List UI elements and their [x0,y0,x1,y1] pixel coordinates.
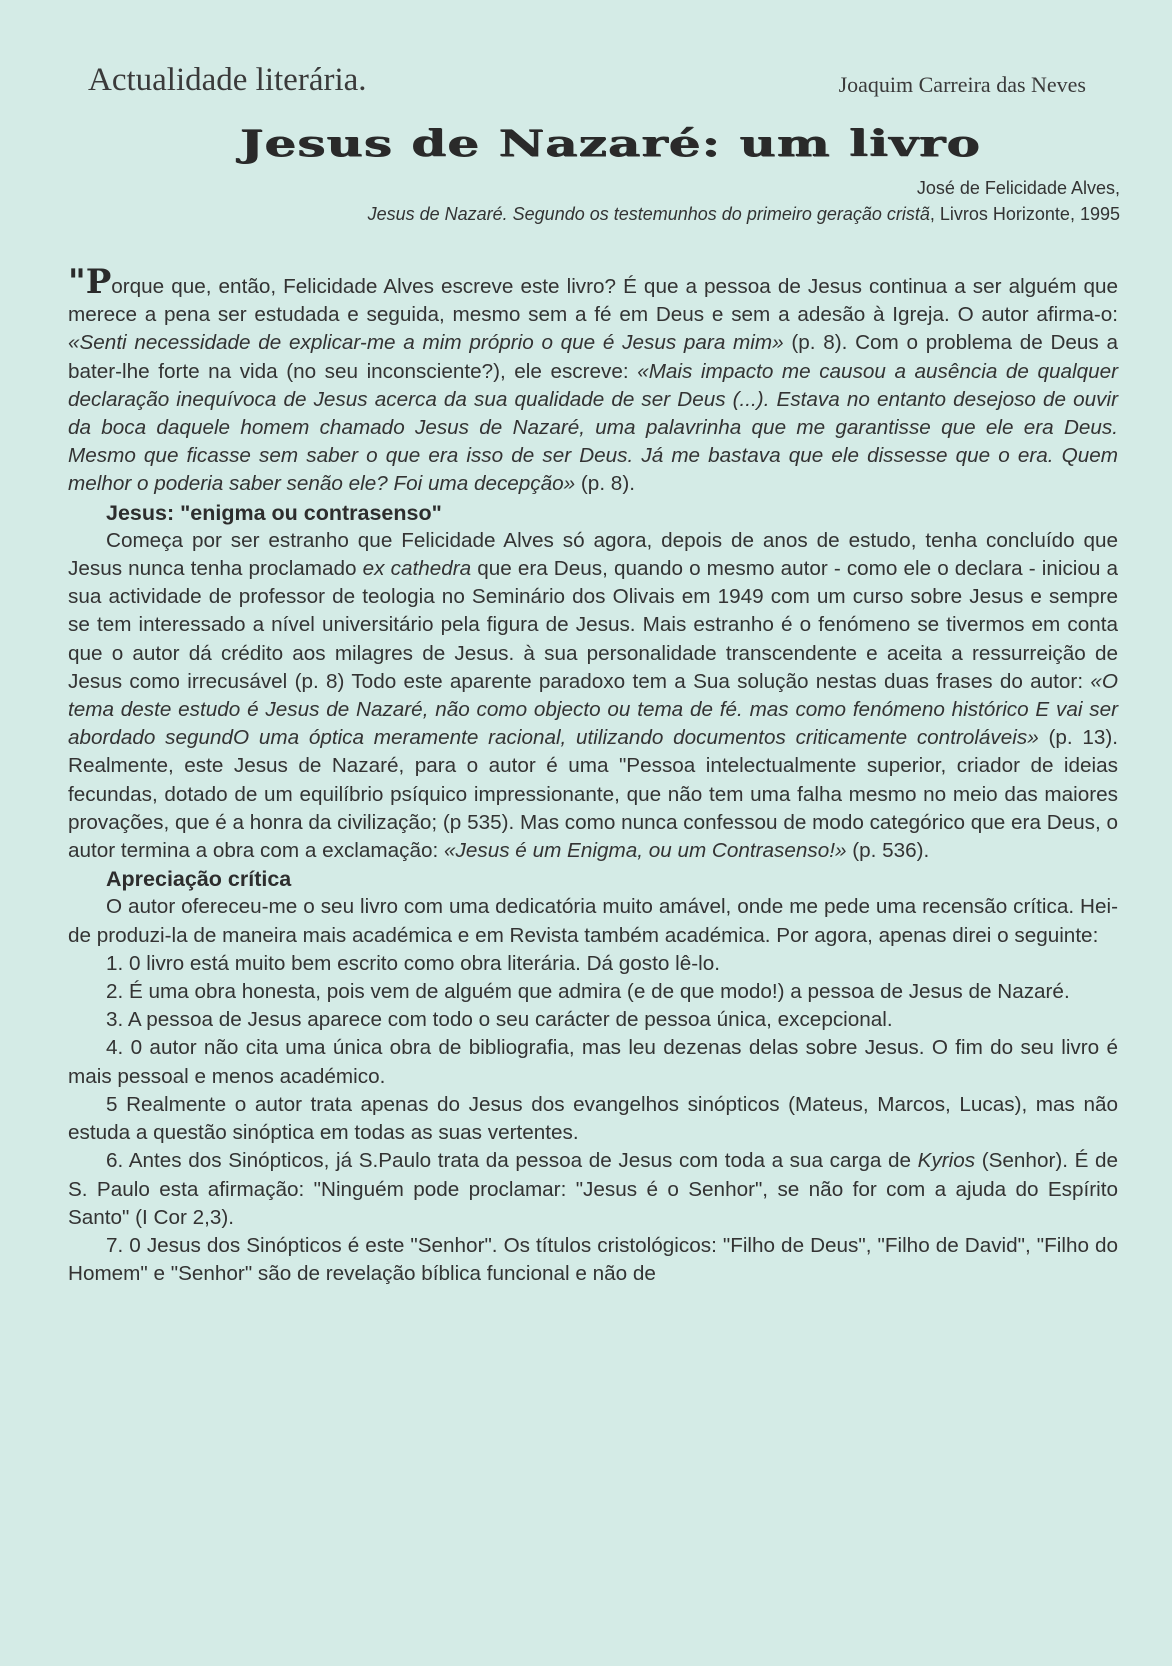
list-item: 1. 0 livro está muito bem escrito como obra literária. Dá gosto lê-lo. [106,951,720,975]
section1-paragraph [68,527,1118,865]
intro-quote: «Senti necessidade de explicar-me a mim próprio o que é Jesus para mim» [68,331,784,355]
paragraph-text: Começa por ser estranho que Felicidade Alves só agora, depois de anos de estudo, tenha concluído que Jesus nunca tenha proclamado [68,528,1118,581]
intro-paragraph [68,262,1118,499]
intro-text: (p. 8). [575,472,635,496]
quote: «O tema deste estudo é Jesus de Nazaré, não como objecto ou tema de fé. mas como fenómeno histórico E vai ser abordado segundO uma óptica meramente racional, utilizando documentos criticamente controláveis» [68,669,1118,750]
paragraph-text: (Senhor). É de S. Paulo esta afirmação: "Ninguém pode proclamar: "Jesus é o Senhor", se não for com a ajuda do Espírito Santo" (I Cor 2,3). [68,1149,1118,1229]
section-label: Actualidade literária. [88,62,367,98]
list-item: 5 Realmente o autor trata apenas do Jesus dos evangelhos sinópticos (Mateus, Marcos, Lucas), mas não estuda a questão sinóptica em todas as suas vertentes. [68,1092,1118,1145]
intro-text: orque que, então, Felicidade Alves escreve este livro? É que a pessoa de Jesus continua a ser alguém que merece a pena ser estudada e seguida, mesmo sem a fé em Deus e sem a adesão à Igreja. O autor afirma-o: [68,275,1118,327]
list-item: 2. É uma obra honesta, pois vem de alguém que admira (e de que modo!) a pessoa de Jesus de Nazaré. [106,980,1070,1004]
article-body [68,262,1118,1288]
paragraph-text: que era Deus, quando o mesmo autor - como ele o declara - iniciou a sua actividade de professor de teologia no Seminário dos Olivais em 1949 com um curso sobre Jesus e sempre se tem interessado a nível universitário pela figura de Jesus. Mais estranho é o fenómeno se tivermos em conta que o autor dá crédito aos milagres de Jesus. à sua personalidade transcendente e aceita a ressurreição de Jesus como irrecusável (p. 8) Todo este aparente paradoxo tem a Sua solução nestas duas frases do autor: [68,557,1118,693]
book-reference [120,204,1120,225]
list-item: 4. 0 autor não cita uma única obra de bibliografia, mas leu dezenas delas sobre Jesus. O fim do seu livro é mais pessoal e menos académico. [68,1036,1118,1088]
latin-phrase: ex cathedra [362,557,472,581]
page-header [88,62,1086,106]
paragraph-text: (p. 13). Realmente, este Jesus de Nazaré, para o autor é uma "Pessoa intelectualmente superior, criador de ideias fecundas, dotado de um equilíbrio psíquico impressionante, que não tem uma falha mesmo no meio das maiores provações, que é a honra da civilização; (p 535). Mas como nunca confessou de modo categórico que era Deus, o autor termina a obra com a exclamação: [68,726,1118,863]
book-title: Jesus de Nazaré. Segundo os testemunhos do primeiro geração cristã [367,204,930,224]
section2-intro: O autor ofereceu-me o seu livro com uma dedicatória muito amável, onde me pede uma recensão crítica. Hei-de produzi-la de maneira mais académica e em Revista também académica. Por agora, apenas direi o seguinte: [68,895,1118,947]
book-author: José de Felicidade Alves, [916,178,1120,198]
greek-term: Kyrios [917,1149,976,1173]
section-heading: Jesus: "enigma ou contrasenso" [106,500,442,525]
paragraph-text: (p. 536). [846,839,930,863]
list-item: 3. A pessoa de Jesus aparece com todo o seu carácter de pessoa única, excepcional. [106,1008,893,1032]
intro-text: (p. 8). Com o problema de Deus a bater-lhe forte na vida (no seu inconsciente?), ele escreve: [68,331,1118,383]
drop-cap: "P [68,262,112,302]
book-publisher: , Livros Horizonte, 1995 [929,204,1120,224]
quote: «Jesus é um Enigma, ou um Contrasenso!» [444,839,847,863]
intro-quote: «Mais impacto me causou a ausência de qualquer declaração inequívoca de Jesus acerca da sua qualidade de ser Deus (...). Estava no entanto desejoso de ouvir da boca daquele homem chamado Jesus de Nazaré, uma palavrinha que me garantisse que ele era Deus. Mesmo que ficasse sem saber o que era isso de ser Deus. Já me bastava que ele dissesse que o era. Quem melhor o poderia saber senão ele? Foi uma decepção» [68,359,1118,496]
paragraph-text: 6. Antes dos Sinópticos, já S.Paulo trata da pessoa de Jesus com toda a sua carga de [106,1149,918,1173]
section-heading: Apreciação crítica [106,867,292,892]
list-item [68,1147,1118,1232]
list-item: 7. 0 Jesus dos Sinópticos é este "Senhor". Os títulos cristológicos: "Filho de Deus", "Filho de David", "Filho do Homem" e "Senhor" são de revelação bíblica funcional e não de [68,1233,1118,1286]
article-author: Joaquim Carreira das Neves [838,72,1086,97]
article-title: Jesus de Nazaré: um livro [239,122,981,165]
